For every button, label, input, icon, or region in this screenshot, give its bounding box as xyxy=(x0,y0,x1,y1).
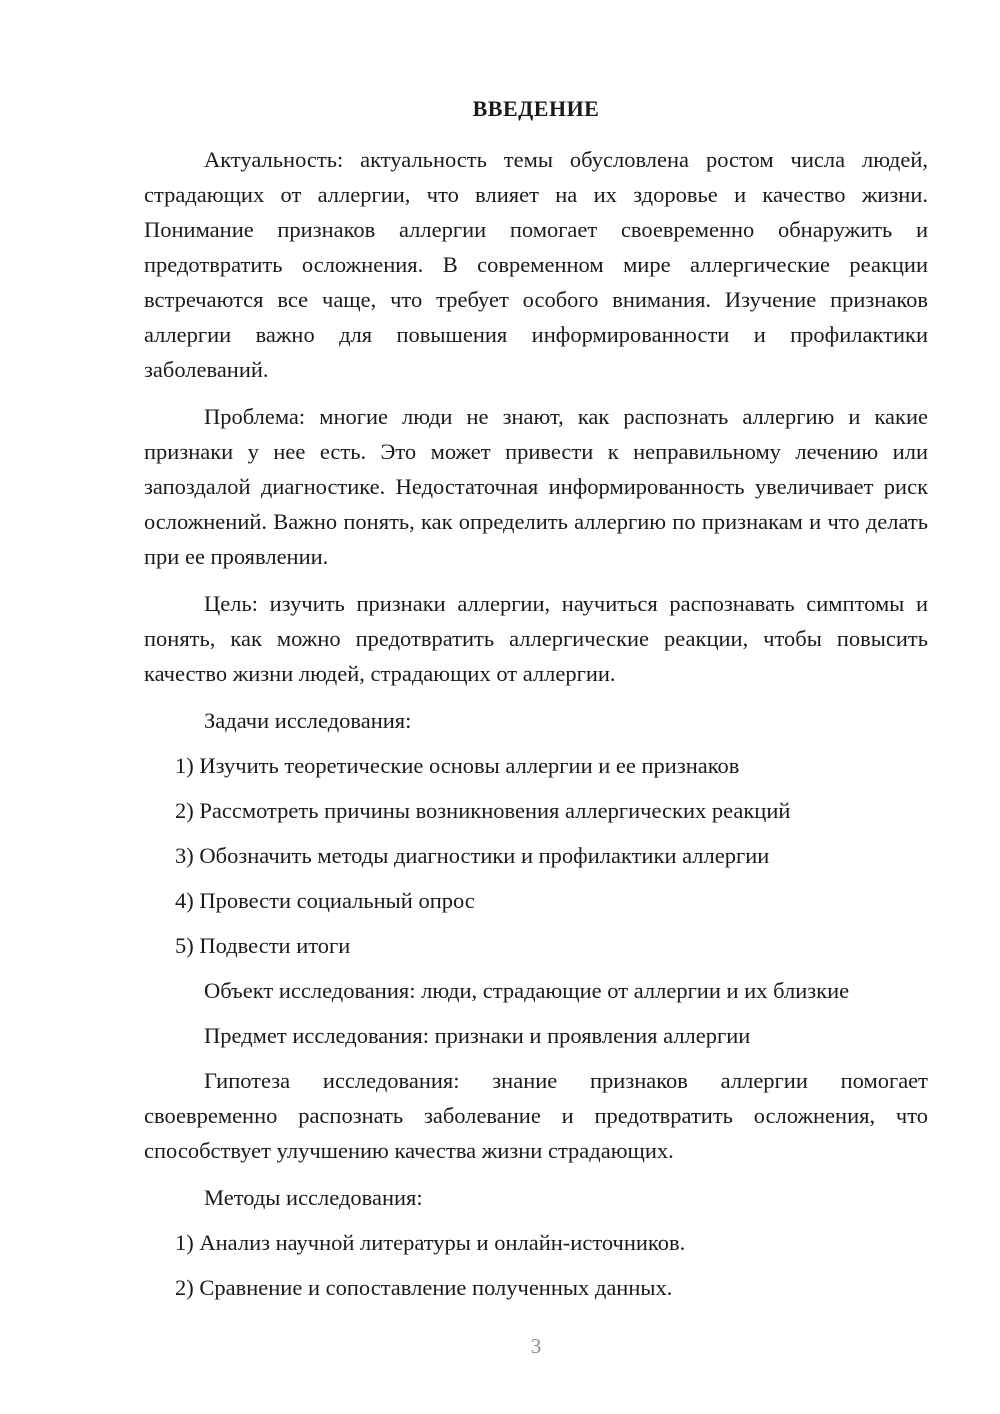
task-item-3: 3) Обозначить методы диагностики и профилактики аллергии xyxy=(175,843,770,868)
page-number: 3 xyxy=(530,1334,542,1358)
task-item-4: 4) Провести социальный опрос xyxy=(175,888,475,913)
problem-paragraph: Проблема: многие люди не знают, как распознать аллергию и какие признаки у нее есть. Это может привести к неправильному лечению или запоздалой диагностике. Недостаточная информированность увеличивает риск осложнений. Важно понять, как определить аллергию по признакам и что делать при ее проявлении. xyxy=(144,404,928,569)
document-body xyxy=(144,142,928,1315)
research-object: Объект исследования: люди, страдающие от аллергии и их близкие xyxy=(204,978,850,1003)
goal-paragraph: Цель: изучить признаки аллергии, научиться распознавать симптомы и понять, как можно предотвратить аллергические реакции, чтобы повысить качество жизни людей, страдающих от аллергии. xyxy=(144,591,928,686)
hypothesis-paragraph: Гипотеза исследования: знание признаков аллергии помогает своевременно распознать заболевание и предотвратить осложнения, что способствует улучшению качества жизни страдающих. xyxy=(144,1068,928,1163)
research-subject: Предмет исследования: признаки и проявления аллергии xyxy=(204,1023,751,1048)
relevance-paragraph: Актуальность: актуальность темы обусловлена ростом числа людей, страдающих от аллергии, что влияет на их здоровье и качество жизни. Понимание признаков аллергии помогает своевременно обнаружить и предотвратить осложнения. В современном мире аллергические реакции встречаются все чаще, что требует особого внимания. Изучение признаков аллергии важно для повышения информированности и профилактики заболеваний. xyxy=(144,147,928,382)
task-item-1: 1) Изучить теоретические основы аллергии и ее признаков xyxy=(175,753,740,778)
methods-title: Методы исследования: xyxy=(204,1185,423,1210)
tasks-title: Задачи исследования: xyxy=(204,708,412,733)
task-item-2: 2) Рассмотреть причины возникновения аллергических реакций xyxy=(175,798,791,823)
method-item-2: 2) Сравнение и сопоставление полученных данных. xyxy=(175,1275,673,1300)
section-heading: ВВЕДЕНИЕ xyxy=(472,96,600,121)
task-item-5: 5) Подвести итоги xyxy=(175,933,351,958)
method-item-1: 1) Анализ научной литературы и онлайн-источников. xyxy=(175,1230,686,1255)
